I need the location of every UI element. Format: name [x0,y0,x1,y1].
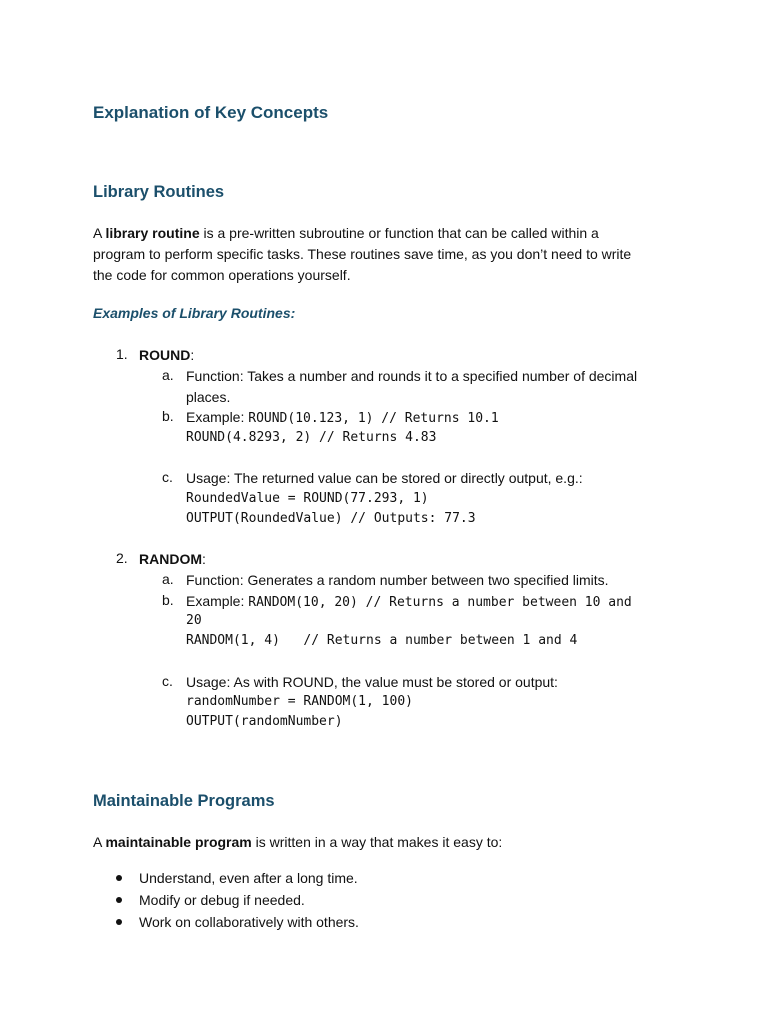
code-snippet: RANDOM(10, 20) // Returns a number between 10 and [248,595,632,610]
routine-name-round [139,345,194,365]
random-function-line: Function: Generates a random number between two specified limits. [186,572,609,588]
code-snippet: RoundedValue = ROUND(77.293, 1) [186,491,429,506]
round-example-line1 [186,407,499,429]
list-item: Understand, even after a long time. [139,870,358,886]
colon: : [202,551,206,567]
intro-bold-term: library routine [105,225,200,241]
list-item: Modify or debug if needed. [139,892,305,908]
round-usage-text: Usage: The returned value can be stored or directly output, e.g.: [186,470,583,486]
intro-bold-term: maintainable program [105,834,252,850]
random-usage-text: Usage: As with ROUND, the value must be stored or output: [186,674,558,690]
code-snippet: ROUND(10.123, 1) // Returns 10.1 [248,411,499,426]
example-label: Example: [186,593,249,609]
maintainable-intro-paragraph [93,832,678,853]
intro-text: is written in a way that makes it easy to: [251,834,503,850]
routine-name: RANDOM [139,551,202,567]
list-letter: b. [162,408,174,424]
bullet-dot [116,897,122,903]
intro-text: A [93,225,106,241]
page-title: Explanation of Key Concepts [93,103,329,122]
bullet-dot [116,919,122,925]
list-number: 1. [116,346,128,362]
library-intro-paragraph [93,223,678,286]
bullet-dot [116,875,122,881]
intro-text: A [93,834,106,850]
example-label: Example: [186,409,249,425]
list-letter: c. [162,673,173,689]
round-function-line2: places. [186,389,231,405]
section-heading-maintainable-programs: Maintainable Programs [93,792,275,810]
list-letter: c. [162,469,173,485]
list-letter: a. [162,367,174,383]
routine-name-random [139,549,206,569]
code-snippet: 20 [186,613,202,628]
list-letter: a. [162,571,174,587]
intro-text: program to perform specific tasks. These routines save time, as you don’t need to write [93,246,632,262]
routine-name: ROUND [139,347,191,363]
intro-text: the code for common operations yourself. [93,267,351,283]
code-snippet: OUTPUT(RoundedValue) // Outputs: 77.3 [186,511,476,526]
random-example-line1 [186,591,632,613]
list-number: 2. [116,550,128,566]
section-heading-library-routines: Library Routines [93,183,225,201]
code-snippet: OUTPUT(randomNumber) [186,714,343,729]
code-snippet: ROUND(4.8293, 2) // Returns 4.83 [186,430,437,445]
colon: : [190,347,195,363]
code-snippet: randomNumber = RANDOM(1, 100) [186,694,413,709]
round-function-line1: Function: Takes a number and rounds it to a specified number of decimal [186,368,638,384]
list-letter: b. [162,592,174,608]
list-item: Work on collaboratively with others. [139,914,359,930]
examples-subheading: Examples of Library Routines: [93,305,296,321]
code-snippet: RANDOM(1, 4) // Returns a number between 1 and 4 [186,633,578,648]
intro-text: is a pre-written subroutine or function that can be called within a [199,225,599,241]
